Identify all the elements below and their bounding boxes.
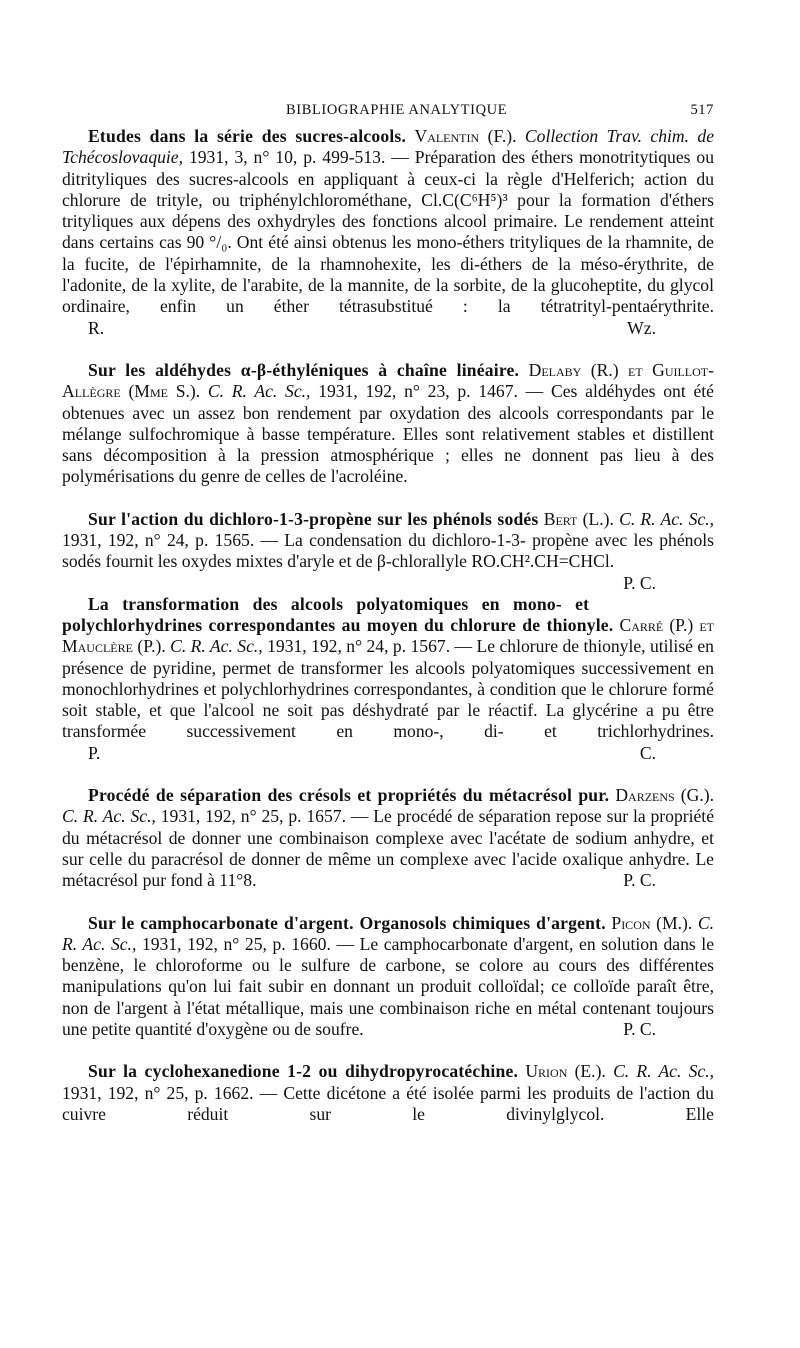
entry-source: C. R. Ac. Sc.,: [62, 806, 156, 827]
entry-authors: Bert (L.).: [543, 508, 614, 529]
entry-authors: Delaby (R.) et Guillot-Allègre (Mme S.).: [62, 359, 714, 402]
entry-authors: Darzens (G.).: [615, 785, 714, 806]
abstract-entry: [62, 594, 714, 764]
entry-authors: Urion (E.).: [525, 1061, 606, 1082]
entry-authors: Carré (P.) et Mauclère (P.).: [62, 614, 715, 657]
entry-title: Sur les aldéhydes α-β-éthyléniques à chaîne linéaire.: [88, 359, 520, 380]
entry-body: — Ces aldéhydes ont été obtenues avec un assez bon rendement par oxydation des alcools correspondants par le mélange sulfochromique à basse température. Elles sont relativement stables et distillent sans décomposition à la pression atmosphérique ; elles ne donnent pas lieu à des polymérisations du genre de celles de l'acroléine.: [62, 381, 714, 487]
entry-reference: 1931, 192, n° 25, p. 1657.: [160, 806, 346, 827]
entry-signature: P. C.: [623, 870, 656, 891]
entry-reference: 1931, 192, n° 25, p. 1660.: [141, 933, 331, 954]
entry-reference: 1931, 192, n° 24, p. 1565.: [62, 530, 255, 551]
abstract-entry: [62, 360, 714, 488]
entry-body: — Le camphocarbonate d'argent, en solution dans le benzène, le chloroforme ou le sulfure de carbone, se colore au cours des différentes manipulations qu'on lui fait subir en donnant un produit colloïdal; ce colloïde paraît être, non de l'argent à l'état métallique, mais une combinaison riche en métal contenant toujours une petite quantité d'oxygène ou de soufre.: [62, 933, 715, 1039]
entry-source: C. R. Ac. Sc.,: [62, 912, 714, 954]
entry-source: C. R. Ac. Sc.,: [207, 381, 311, 402]
entry-reference: 1931, 192, n° 24, p. 1567.: [267, 636, 451, 657]
entry-body: — Le procédé de séparation repose sur la propriété du métacrésol de donner une combinaison complexe avec l'acétate de sodium anhydre, et sur celle du paracrésol de donner de même un complexe avec l'acide oxalique anhydre. Le métacrésol pur fond à 11°8.: [62, 806, 714, 891]
entry-body: — Préparation des éthers monotritytiques ou ditrityliques des sucres-alcools en appliquant à ceux-ci la règle d'Helferich; action du chlorure de trityle, ou triphénylchlorométhane, Cl.C(C⁶H⁵)³ pour la formation d'éthers trityliques aux dépens des oxhydryles des fonctions alcool primaire. Le rendement atteint dans certains cas 90 °/₀. Ont été ainsi obtenus les mono-éthers trityliques de la rhamnite, de la fucite, de l'épirhamnite, de la rhamnohexite, les di-éthers de la méso-érythrite, de l'adonite, de la xylite, de l'arabite, de la mannite, de la sorbite, de la glucoheptite, du glycol ordinaire, enfin un éther tétrasubstitué : la tétratrityl-pentaérythrite.: [62, 147, 714, 317]
entry-body: — Le chlorure de thionyle, utilisé en présence de pyridine, permet de transformer les alcools polyatomiques successivement en monochlorhydrines et polychlorhydrines correspondantes, à condition que le chlorure formé soit stable, et que l'alcool ne soit pas déshydraté par le réactif. La glycérine a pu être transformée successivement en mono-, di- et trichlorhydrines.: [62, 636, 714, 742]
entry-authors: Valentin (F.).: [414, 126, 517, 146]
entry-reference: 1931, 3, n° 10, p. 499-513.: [188, 147, 386, 168]
abstract-entry: [62, 1061, 714, 1125]
abstract-entry: [62, 508, 715, 593]
running-header: [62, 100, 714, 122]
entry-body: — La condensation du dichloro-1-3- propène avec les phénols sodés fournit les oxydes mixtes d'aryle et de β-chlorallyle RO.CH².CH=CHCl.: [62, 530, 714, 572]
abstract-entry: [62, 913, 714, 1041]
running-title: BIBLIOGRAPHIE ANALYTIQUE: [286, 102, 508, 118]
entry-signature: P. C.: [88, 742, 656, 763]
abstract-entry: [62, 126, 714, 339]
entry-reference: 1931, 192, n° 23, p. 1467.: [318, 381, 518, 402]
entry-source: C. R. Ac. Sc.,: [619, 508, 715, 529]
entry-reference: 1931, 192, n° 25, p. 1662.: [62, 1082, 254, 1103]
abstract-list: [62, 126, 714, 1146]
entry-signature: P. C.: [623, 1018, 656, 1039]
entry-title: Procédé de séparation des crésols et propriétés du métacrésol pur.: [88, 785, 610, 806]
entry-signature: P. C.: [623, 572, 656, 593]
entry-source: C. R. Ac. Sc.,: [613, 1061, 715, 1082]
entry-body: — Cette dicétone a été isolée parmi les produits de l'action du cuivre réduit sur le divinylglycol. Elle: [62, 1082, 714, 1124]
entry-title: Sur la cyclohexanedione 1-2 ou dihydropyrocatéchine.: [88, 1061, 519, 1082]
entry-title: Sur le camphocarbonate d'argent. Organosols chimiques d'argent.: [88, 912, 606, 933]
entry-authors: Picon (M.).: [611, 912, 693, 933]
entry-title: Etudes dans la série des sucres-alcools.: [88, 126, 407, 146]
page-number: 517: [690, 102, 714, 118]
abstract-entry: [62, 785, 714, 891]
entry-source: Collection Trav. chim. de Tchécoslovaquie,: [62, 126, 715, 168]
entry-source: C. R. Ac. Sc.,: [170, 636, 263, 657]
entry-signature: R. Wz.: [88, 317, 656, 338]
entry-title: La transformation des alcools polyatomiques en mono- et polychlorhydrines correspondantes au moyen du chlorure de thionyle.: [62, 593, 614, 635]
entry-title: Sur l'action du dichloro-1-3-propène sur les phénols sodés: [88, 508, 539, 529]
